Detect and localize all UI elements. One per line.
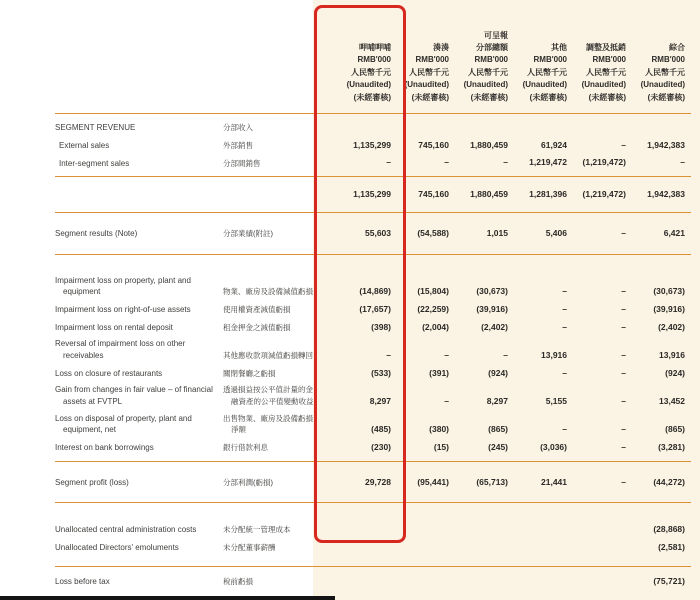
cell-value: (865) — [665, 424, 685, 434]
cell-value: 8,297 — [486, 395, 508, 406]
cell-value: – — [621, 139, 626, 150]
cell-value: (924) — [665, 367, 685, 378]
cell-value: 745,160 — [418, 139, 449, 150]
table-header-row — [55, 6, 691, 108]
cell-value: – — [444, 157, 449, 168]
cell-value: (230) — [371, 441, 391, 452]
column-header-subline: RMB'000 — [533, 55, 567, 65]
column-header-subline: (未經審核) — [411, 92, 449, 102]
table-row — [55, 136, 691, 154]
cell-value: (30,673) — [653, 286, 685, 297]
cell-value: (398) — [371, 321, 391, 332]
row-label-zh: 分部收入 — [223, 123, 253, 132]
cell-value: – — [386, 349, 391, 360]
cell-value: 5,406 — [545, 227, 567, 238]
table-row — [55, 467, 691, 498]
horizontal-rule — [55, 502, 691, 503]
table-row — [55, 300, 691, 318]
column-header-subline: 人民幣千元 — [645, 67, 685, 77]
cell-value: (2,402) — [658, 321, 685, 332]
cell-value: 1,219,472 — [529, 157, 567, 168]
cell-value: 29,728 — [365, 476, 391, 487]
column-header — [455, 30, 514, 108]
cell-value: 1,942,383 — [647, 139, 685, 150]
cell-value: (95,441) — [417, 476, 449, 487]
page-edge-rule — [0, 596, 335, 600]
column-header-subline: RMB'000 — [474, 55, 508, 65]
column-header-subline: 人民幣千元 — [586, 67, 626, 77]
cell-value: – — [562, 303, 567, 314]
cell-value: (65,713) — [476, 476, 508, 487]
table-row — [55, 438, 691, 456]
row-label-zh: 外部銷售 — [223, 140, 253, 150]
horizontal-rule — [55, 212, 691, 213]
table-row — [55, 538, 691, 556]
column-header-subline: (未經審核) — [353, 92, 391, 102]
cell-value: 1,135,299 — [353, 139, 391, 150]
cell-value: (2,402) — [481, 321, 508, 332]
table-body — [55, 113, 691, 590]
row-label-en: Segment profit (loss) — [55, 477, 129, 487]
column-header-subline: (Unaudited) — [581, 80, 626, 90]
row-label-en: Unallocated central administration costs — [55, 525, 197, 535]
column-header-subline: (未經審核) — [529, 92, 567, 102]
table-row — [55, 572, 691, 590]
row-label-en: Loss before tax — [55, 576, 110, 586]
cell-value: – — [621, 303, 626, 314]
row-label-en: Segment results (Note) — [55, 229, 138, 239]
column-header-subline: 人民幣千元 — [409, 67, 449, 77]
column-header-subline: RMB'000 — [592, 55, 626, 65]
row-label-zh: 分部間銷售 — [223, 158, 261, 168]
row-label-zh: 銀行借款利息 — [223, 442, 268, 452]
table-row — [55, 119, 691, 136]
cell-value: – — [562, 321, 567, 332]
table-row — [55, 381, 691, 409]
cell-value: 13,916 — [541, 349, 567, 360]
column-header-name: 分部總額 — [476, 43, 508, 53]
row-label-en: Loss on closure of restaurants — [55, 368, 163, 378]
cell-value: – — [621, 476, 626, 487]
table-row — [55, 520, 691, 538]
table-row — [55, 410, 691, 438]
row-label-zh: 分部利潤(虧損) — [223, 477, 273, 487]
cell-value: – — [562, 367, 567, 378]
column-header — [573, 42, 632, 108]
column-header-name: 湊湊 — [433, 43, 449, 53]
row-label-en: Unallocated Directors' emoluments — [55, 543, 179, 553]
cell-value: (2,581) — [658, 542, 685, 552]
cell-value: – — [444, 395, 449, 406]
cell-value: (44,272) — [653, 476, 685, 487]
row-label-en: Inter-segment sales — [59, 158, 130, 168]
horizontal-rule — [55, 176, 691, 177]
cell-value: 6,421 — [663, 227, 685, 238]
column-header-subline: (Unaudited) — [404, 80, 449, 90]
table-row — [55, 335, 691, 363]
row-label-zh: 使用權資產減值虧損 — [223, 304, 291, 314]
cell-value: 5,155 — [545, 395, 567, 406]
horizontal-rule — [55, 566, 691, 567]
cell-value: (39,916) — [476, 303, 508, 314]
column-header — [315, 42, 397, 108]
column-header — [397, 42, 455, 108]
cell-value: 745,160 — [418, 189, 449, 200]
column-header-subline: RMB'000 — [415, 55, 449, 65]
row-label-en: Impairment loss on right-of-use assets — [55, 304, 191, 314]
column-header-subline: (Unaudited) — [640, 80, 685, 90]
cell-value: 1,942,383 — [647, 189, 685, 200]
cell-value: – — [621, 227, 626, 238]
column-header-subline: 人民幣千元 — [468, 67, 508, 77]
cell-value: (865) — [488, 424, 508, 434]
row-label-en: Interest on bank borrowings — [55, 442, 154, 452]
cell-value: 1,015 — [486, 227, 508, 238]
row-label-zh: 分部業績(附註) — [223, 229, 273, 238]
cell-value: (22,259) — [417, 303, 449, 314]
column-header-name: 呷哺呷哺 — [359, 43, 391, 53]
table-row — [55, 153, 691, 171]
cell-value: (1,219,472) — [582, 157, 626, 168]
horizontal-rule — [55, 254, 691, 255]
column-header-name: 其他 — [551, 43, 567, 53]
row-label-zh: 稅前虧損 — [223, 576, 253, 586]
column-header-subline: (Unaudited) — [463, 80, 508, 90]
cell-value: (30,673) — [476, 286, 508, 297]
cell-value: – — [621, 424, 626, 434]
row-label-zh: 未分配董事薪酬 — [223, 543, 276, 553]
cell-value: (380) — [429, 424, 449, 434]
cell-value: 55,603 — [365, 227, 391, 238]
cell-value: 8,297 — [369, 395, 391, 406]
column-header-subline: 人民幣千元 — [527, 67, 567, 77]
cell-value: – — [503, 157, 508, 168]
cell-value: (485) — [371, 424, 391, 434]
row-label-en: Impairment loss on property, plant and equipment — [55, 275, 191, 297]
table-row — [55, 218, 691, 249]
cell-value: – — [621, 367, 626, 378]
cell-value: 13,452 — [659, 395, 685, 406]
cell-value: 1,135,299 — [353, 189, 391, 200]
table-row — [55, 272, 691, 300]
cell-value: (39,916) — [653, 303, 685, 314]
column-header-subline: (Unaudited) — [346, 80, 391, 90]
row-label-en: Loss on disposal of property, plant and equipment, net — [55, 413, 192, 435]
column-header-name: 綜合 — [669, 43, 685, 53]
cell-value: (75,721) — [653, 575, 685, 586]
cell-value: (391) — [429, 367, 449, 378]
row-label-zh: 租金押金之減值虧損 — [223, 322, 291, 332]
cell-value: 1,880,459 — [470, 139, 508, 150]
cell-value: (2,004) — [422, 321, 449, 332]
cell-value: 13,916 — [659, 349, 685, 360]
table-row — [55, 182, 691, 207]
column-header — [514, 42, 573, 108]
cell-value: – — [386, 157, 391, 168]
column-header-subline: RMB'000 — [651, 55, 685, 65]
cell-value: (245) — [488, 441, 508, 452]
row-label-en: Impairment loss on rental deposit — [55, 322, 173, 332]
cell-value: – — [562, 286, 567, 297]
row-label-en: SEGMENT REVENUE — [55, 123, 136, 133]
cell-value: (54,588) — [417, 227, 449, 238]
cell-value: – — [621, 286, 626, 297]
cell-value: 61,924 — [541, 139, 567, 150]
cell-value: (15) — [433, 441, 449, 452]
cell-value: (3,281) — [658, 441, 685, 452]
row-label-en: Reversal of impairment loss on other receivables — [55, 339, 186, 360]
row-label-zh: 出售物業、廠房及設備虧損淨額 — [223, 413, 313, 435]
column-header-subline: (未經審核) — [470, 92, 508, 102]
spacer — [55, 260, 691, 272]
row-label-zh: 其他應收款項減值虧損轉回 — [223, 350, 313, 360]
column-header-subline: 人民幣千元 — [351, 67, 391, 77]
row-label-zh: 未分配統一管理成本 — [223, 525, 291, 535]
column-header-subline: (Unaudited) — [522, 80, 567, 90]
column-header-subline: (未經審核) — [647, 92, 685, 102]
cell-value: – — [680, 157, 685, 168]
cell-value: (14,869) — [359, 286, 391, 297]
spacer — [55, 508, 691, 520]
column-header — [632, 42, 691, 108]
cell-value: – — [444, 349, 449, 360]
row-label-zh: 物業、廠房及設備減值虧損 — [223, 287, 313, 297]
table-row — [55, 318, 691, 336]
column-header-name: 調整及抵銷 — [586, 43, 626, 53]
column-header-subline: RMB'000 — [357, 55, 391, 65]
cell-value: (533) — [371, 367, 391, 378]
cell-value: (3,036) — [540, 441, 567, 452]
cell-value: 1,880,459 — [470, 189, 508, 200]
cell-value: – — [621, 349, 626, 360]
cell-value: (28,868) — [653, 524, 685, 535]
cell-value: – — [503, 349, 508, 360]
cell-value: (924) — [488, 367, 508, 378]
row-label-en: Gain from changes in fair value – of financial assets at FVTPL — [55, 385, 213, 406]
spacer — [55, 556, 691, 561]
column-header-subline: (未經審核) — [588, 92, 626, 102]
row-label-zh: 透過損益按公平值計量的金融資產的公平值變動收益 — [223, 385, 314, 406]
cell-value: – — [562, 424, 567, 434]
cell-value: 21,441 — [541, 476, 567, 487]
cell-value: – — [621, 395, 626, 406]
row-label-en: External sales — [59, 140, 110, 150]
horizontal-rule — [55, 461, 691, 462]
horizontal-rule — [55, 113, 691, 114]
table-row — [55, 364, 691, 382]
row-label-zh: 關閉餐廳之虧損 — [223, 368, 276, 378]
cell-value: – — [621, 441, 626, 452]
cell-value: (17,657) — [359, 303, 391, 314]
column-header-name: 可呈報 — [484, 30, 508, 40]
cell-value: 1,281,396 — [529, 189, 567, 200]
cell-value: (15,804) — [417, 286, 449, 297]
cell-value: – — [621, 321, 626, 332]
cell-value: (1,219,472) — [582, 189, 626, 200]
